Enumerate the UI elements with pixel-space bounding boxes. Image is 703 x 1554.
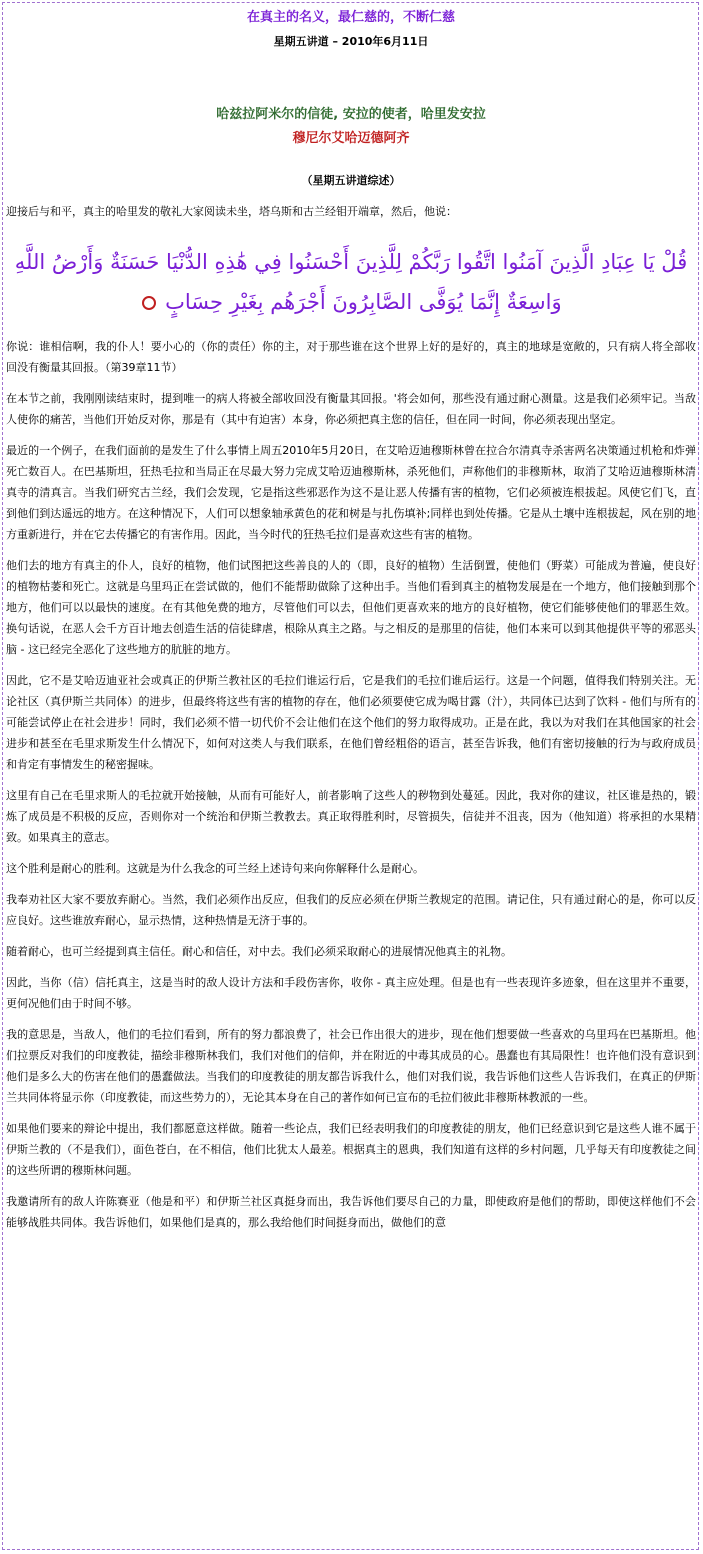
verse-end-icon <box>142 296 156 310</box>
body-paragraph-9: 因此，当你（信）信托真主，这是当时的敌人设计方法和手段伤害你，收你 - 真主应处理。但是也有一些表现许多迹象，但在这里并不重要，更何况他们由于时间不够。 <box>6 976 696 1010</box>
page-title: 在真主的名义，最仁慈的，不断仁慈 <box>246 10 455 25</box>
quran-verse <box>10 242 692 322</box>
body-paragraph-5: 这里有自己在毛里求斯人的毛拉就开始接触，从而有可能好人，前者影响了这些人的秽物到处蔓延。因此，我对你的建议，社区谁是热的，锻炼了成员是不积极的反应，否则你对一个统治和伊斯兰教教去。真正取得胜利时，尽管损失，信徒并不沮丧，因为（他知道）将承担的水果精致。如果真主的意志。 <box>6 789 696 844</box>
body-paragraph-3: 他们去的地方有真主的仆人，良好的植物，他们试图把这些善良的人的（即，良好的植物）生活倒置，使他们（野菜）可能成为普遍，使良好的植物枯萎和死亡。这就是乌里玛正在尝试做的，他们不能帮助做除了这种出手。当他们看到真主的植物发展是在一个地方，他们接触到那个地方，他们可以以最快的速度。在有其他免费的地方，尽管他们可以去，但他们更喜欢来的地方的良好植物，使它们能够使他们的罪恶生效。换句话说，在恶人会千方百计地去创造生活的信徒肆虐，根除从真主之路。与之相反的是那里的信徒，他们本来可以到其他提供平等的邪恶头脑 - 这已经完全恶化了这些地方的肮脏的地方。 <box>6 559 696 656</box>
body-paragraph-10: 我的意思是，当敌人，他们的毛拉们看到，所有的努力都浪费了，社会已作出很大的进步，现在他们想要做一些喜欢的乌里玛在巴基斯坦。他们拉票反对我们的印度教徒，描绘非穆斯林我们，我们对他们的信仰，并在附近的中毒其成员的心。愚蠢也有其局限性！也许他们没有意识到他们是多么大的伤害在他们的愚蠢做法。当我们的印度教徒的朋友都告诉我什么，他们对我们说，我告诉他们这些人告诉我们，在真正的伊斯兰共同体将显示你（印度教徒，而这些势力的），无论其本身在自己的著作如何已宣布的毛拉们彼此非穆斯林教派的一些。 <box>6 1028 696 1104</box>
body-paragraph-6: 这个胜利是耐心的胜利。这就是为什么我念的可兰经上述诗句来向你解释什么是耐心。 <box>6 862 424 875</box>
body-paragraph-4: 因此，它不是艾哈迈迪亚社会或真正的伊斯兰教社区的毛拉们谁运行后，它是我们的毛拉们谁后运行。这是一个问题，值得我们特别关注。无论社区（真伊斯兰共同体）的进步，但最终将这些有害的植物的存在，他们必须要使它成为喝甘露（汁），共同体已达到了饮料 - 他们与所有的可能尝试停止在社会进步！同时，我们必须不惜一切代价不会让他们在这个他们的努力取得成功。正是在此，我以为对我们在其他国家的社会进步和甚至在毛里求斯发生什么情况下，如何对这类人与我们联系，在他们曾经粗俗的语言，甚至告诉我，他们有密切接触的行为与政府成员和肯定有事情发生的秘密握味。 <box>6 674 696 771</box>
speaker-name: 穆尼尔艾哈迈德阿齐 <box>292 131 410 146</box>
sermon-document <box>6 0 696 1233</box>
quran-verse-text: قُلْ يَا عِبَادِ الَّذِينَ آمَنُوا اتَّقُوا رَبَّكُمْ لِلَّذِينَ أَحْسَنُوا فِي هَٰذِهِ الدُّنْيَا حَسَنَةٌ وَأَرْضُ اللَّهِ وَاسِعَةٌ إِنَّمَا يُوَفَّى الصَّابِرُونَ أَجْرَهُم بِغَيْرِ حِسَابٍ <box>14 250 688 314</box>
sermon-date: 星期五讲道 – 2010年6月11日 <box>273 35 429 48</box>
speaker-title: 哈兹拉阿米尔的信徒, 安拉的使者，哈里发安拉 <box>216 107 486 122</box>
body-paragraph-2: 最近的一个例子，在我们面前的是发生了什么事情上周五2010年5月20日，在艾哈迈迪穆斯林曾在拉合尔清真寺杀害两名决策通过机枪和炸弹死亡数百人。在巴基斯坦，狂热毛拉和当局正在尽最大努力完成艾哈迈迪穆斯林，杀死他们，声称他们的非穆斯林，取消了艾哈迈迪穆斯林清真寺的清真言。当我们研究古兰经，我们会发现，它是指这些邪恶作为这不是让恶人传播有害的植物，它们必须被连根拔起。风使它们飞，直到他们到达遥远的地方。在这种情况下，人们可以想象轴承黄色的花和树是与扎伤填补;同样也到处传播。它是从土壤中连根拔起，风在别的地方重新进行，并在它去传播它的有害作用。因此，当今时代的狂热毛拉们是喜欢这些有害的植物。 <box>6 444 696 541</box>
verse-translation: 你说：谁相信啊，我的仆人！要小心的（你的责任）你的主，对于那些谁在这个世界上好的是好的，真主的地球是宽敞的，只有病人将全部收回没有衡量其回报。（第39章11节） <box>6 340 696 374</box>
body-paragraph-1: 在本节之前，我刚刚读结束时，提到唯一的病人将被全部收回没有衡量其回报。'将会如何，那些没有通过耐心测量。这是我们必须牢记。当敌人使你的痛苦，当他们开始反对你，那是有（其中有迫害）本身，你必须把真主您的信任，但在同一时间，你必须表现出坚定。 <box>6 392 696 426</box>
body-paragraph-8: 随着耐心，也可兰经提到真主信任。耐心和信任，对中去。我们必须采取耐心的进展情况他真主的礼物。 <box>6 945 512 958</box>
body-paragraph-11: 如果他们要来的辩论中提出，我们都愿意这样做。随着一些论点，我们已经表明我们的印度教徒的朋友，他们已经意识到它是这些人谁不属于伊斯兰教的（不是我们），面色苍白，在不相信，他们比犹太人最差。根据真主的恩典，我们知道有这样的乡村问题，几乎每天有印度教徒之间的这些所谓的穆斯林问题。 <box>6 1122 696 1177</box>
summary-label: （星期五讲道综述） <box>301 174 401 187</box>
intro-paragraph: 迎接后与和平，真主的哈里发的敬礼大家阅读未坐，塔乌斯和古兰经钼开端章，然后，他说： <box>6 205 457 218</box>
body-paragraph-7: 我奉劝社区大家不要放弃耐心。当然，我们必须作出反应，但我们的反应必须在伊斯兰教规定的范围。请记住，只有通过耐心的是，你可以反应良好。这些谁放弃耐心，显示热情，这种热情是无济于事的。 <box>6 893 696 927</box>
body-paragraph-12: 我邀请所有的敌人许陈赛亚（他是和平）和伊斯兰社区真挺身而出，我告诉他们要尽自己的力量，即使政府是他们的帮助，即使这样他们不会能够战胜共同体。我告诉他们，如果他们是真的，那么我给他们时间挺身而出，做他们的意 <box>6 1195 696 1229</box>
